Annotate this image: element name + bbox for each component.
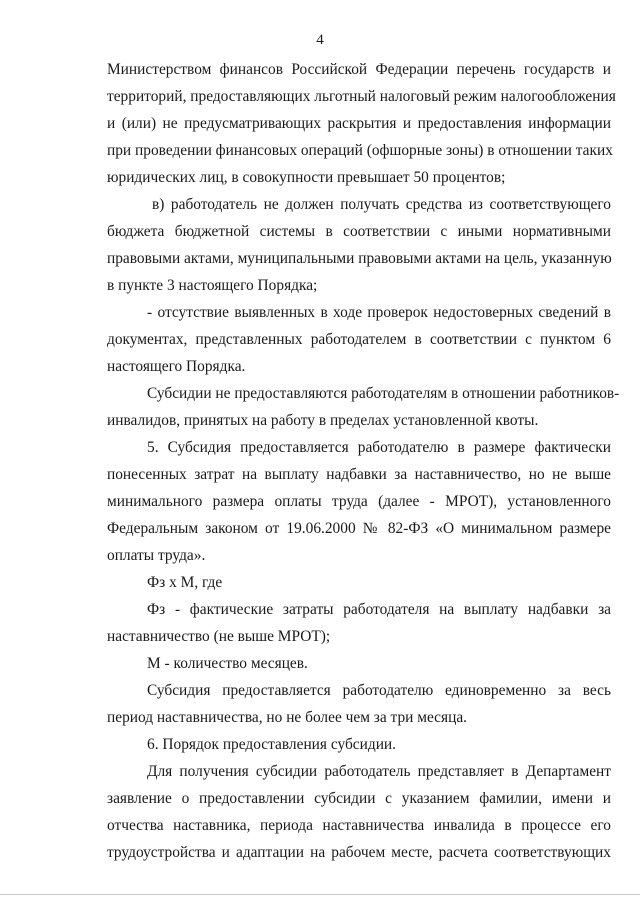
text-line: настоящего Порядка. (107, 358, 246, 375)
text-line: 5. Субсидия предоставляется работодателю в размере фактически (147, 439, 611, 456)
text-line: период наставничества, но не более чем за три месяца. (107, 709, 468, 726)
text-line: трудоустройства и адаптации на рабочем месте, расчета соответствующих (107, 844, 611, 861)
formula-line: Фз х М, где (147, 574, 223, 591)
text-line: оплаты труда». (107, 547, 206, 564)
text-line: наставничество (не выше МРОТ); (107, 628, 331, 645)
text-line: инвалидов, принятых на работу в пределах установленной квоты. (107, 412, 539, 429)
text-line: минимального размера оплаты труда (далее - МРОТ), установленного (107, 493, 611, 510)
text-line: - отсутствие выявленных в ходе проверок недостоверных сведений в (147, 304, 611, 321)
text-line: Субсидии не предоставляются работодателям в отношении работников- (147, 385, 620, 402)
text-line: отчества наставника, периода наставничества инвалида в процессе его (107, 817, 611, 834)
text-line: понесенных затрат на выплату надбавки за наставничество, но не выше (107, 466, 611, 483)
text-line: территорий, предоставляющих льготный налоговый режим налогообложения (107, 88, 616, 105)
text-line: в) работодатель не должен получать средства из соответствующего (152, 196, 611, 213)
text-line: М - количество месяцев. (147, 655, 308, 672)
page-bottom-edge (0, 894, 640, 895)
text-line: и (или) не предусматривающих раскрытия и предоставления информации (107, 115, 611, 132)
text-line: заявление о предоставлении субсидии с указанием фамилии, имени и (107, 790, 611, 807)
text-line: Федеральным законом от 19.06.2000 № 82-ФЗ «О минимальном размере (107, 520, 611, 537)
text-line: Для получения субсидии работодатель представляет в Департамент (147, 763, 611, 780)
text-line: бюджета бюджетной системы в соответствии с иными нормативными (107, 223, 611, 240)
text-line: в пункте 3 настоящего Порядка; (107, 277, 318, 294)
text-line: юридических лиц, в совокупности превышает 50 процентов; (107, 169, 506, 186)
text-line: документах, представленных работодателем в соответствии с пунктом 6 (107, 331, 611, 348)
text-line: Министерством финансов Российской Федерации перечень государств и (107, 61, 611, 78)
text-line: Фз - фактические затраты работодателя на выплату надбавки за (147, 601, 611, 618)
text-line: правовыми актами, муниципальными правовыми актами на цель, указанную (107, 250, 612, 267)
text-line: Субсидия предоставляется работодателю единовременно за весь (147, 682, 611, 699)
section-heading: 6. Порядок предоставления субсидии. (147, 736, 397, 753)
page-number: 4 (316, 32, 324, 48)
text-line: при проведении финансовых операций (офшорные зоны) в отношении таких (107, 142, 613, 159)
